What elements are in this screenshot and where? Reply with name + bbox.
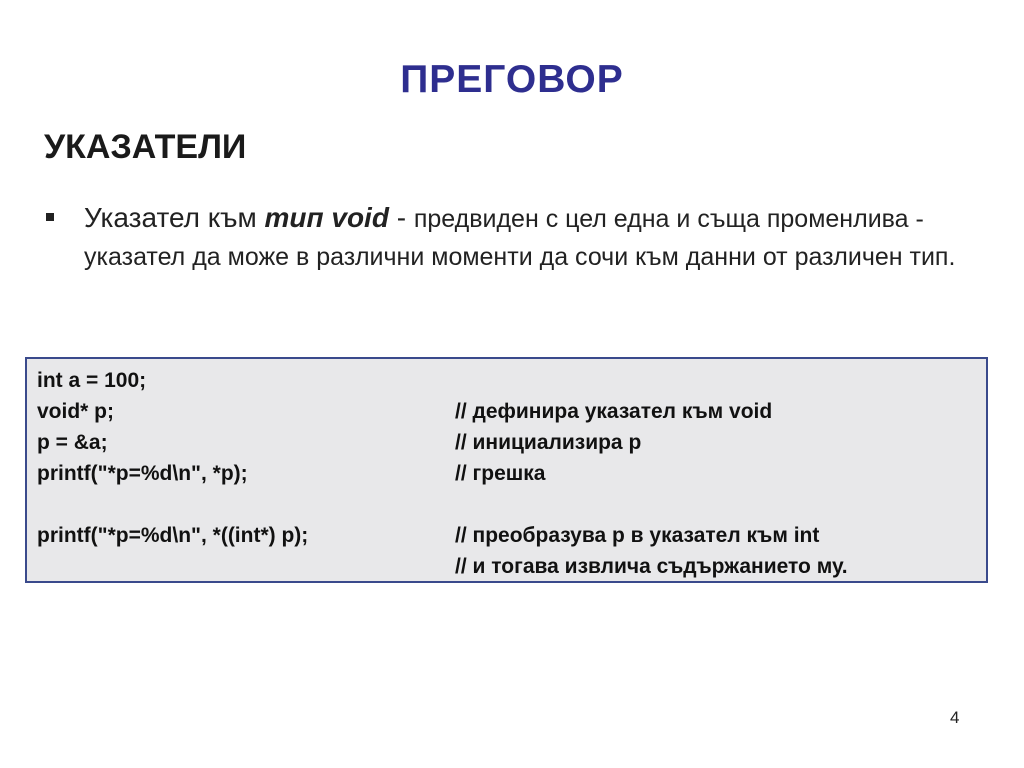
square-bullet-icon: [46, 213, 54, 221]
slide-title: ПРЕГОВОР: [400, 58, 624, 101]
code-text: printf("*p=%d\n", *p);: [37, 462, 248, 485]
bullet-text: [84, 199, 956, 276]
code-comment: // и тогава извлича съдържанието му.: [455, 555, 848, 578]
code-line-blank: [37, 493, 986, 524]
bullet-item: [46, 199, 956, 276]
code-comment: // преобразува p в указател към int: [455, 524, 820, 547]
bullet-lead: Указател към: [84, 202, 265, 233]
code-block: [25, 357, 988, 583]
code-text: int a = 100;: [37, 369, 147, 392]
code-line: [37, 555, 986, 586]
bullet-emphasis: тип void: [264, 202, 389, 233]
code-line: [37, 369, 986, 400]
code-line: [37, 462, 986, 493]
code-comment: // дефинира указател към void: [455, 400, 773, 423]
page-number: 4: [950, 708, 960, 727]
code-text: p = &a;: [37, 431, 108, 454]
bullet-dash: -: [388, 202, 414, 233]
code-text: void* p;: [37, 400, 114, 423]
bullet-rest: предвиден с цел една и съща променлива - указател да може в различни моменти да сочи към данни от различен тип.: [84, 205, 956, 271]
section-heading: УКАЗАТЕЛИ: [44, 128, 247, 166]
code-text: printf("*p=%d\n", *((int*) p);: [37, 524, 309, 547]
code-comment: // грешка: [455, 462, 546, 485]
code-line: [37, 400, 986, 431]
code-line: [37, 431, 986, 462]
code-comment: // инициализира p: [455, 431, 642, 454]
code-line: [37, 524, 986, 555]
